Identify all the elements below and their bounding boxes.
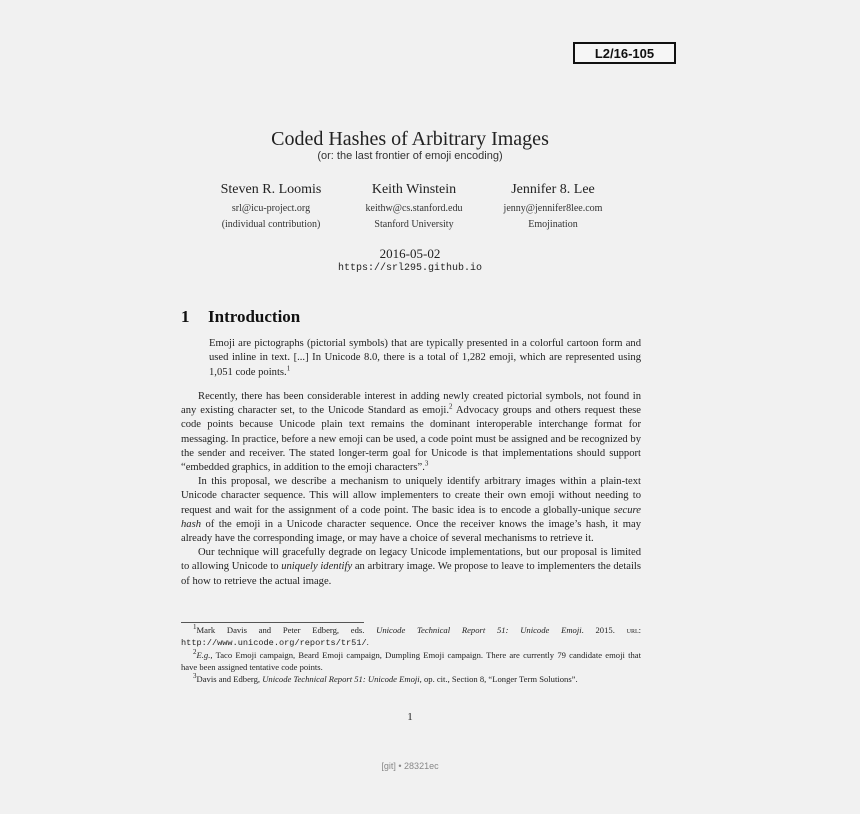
- author-email: keithw@cs.stanford.edu: [365, 203, 463, 214]
- footnote-link[interactable]: http://www.unicode.org/reports/tr51/: [181, 637, 367, 648]
- url-label: url: [626, 625, 639, 635]
- footnotes: [181, 625, 641, 687]
- author-email: jenny@jennifer8lee.com: [503, 203, 603, 214]
- paper-date: 2016-05-02: [379, 246, 441, 261]
- author-affiliation: Emojination: [528, 219, 578, 230]
- footnote-text: . 2015.: [581, 625, 627, 635]
- footnote: [181, 674, 641, 686]
- emphasis: Unicode Technical Report 51: Unicode Emoji: [262, 674, 420, 685]
- paragraph: [181, 390, 641, 475]
- paper-title: Coded Hashes of Arbitrary Images: [271, 128, 549, 150]
- block-quote: [209, 337, 641, 380]
- footnote-ref: 3: [424, 459, 429, 468]
- document-number: L2/16-105: [594, 45, 655, 61]
- paragraph-text: Advocacy groups and others request these code points because Unicode plain text remains the dominant interoperable interchange format for messaging. In practice, before a new emoji can be used, a code point must be assigned and be recognized by the sender and receiver. The stated longer-term goal for Unicode is that implementations should support “embedded graphics, in addition to the emoji characters”.: [181, 405, 641, 474]
- document-number-box: [573, 42, 676, 64]
- footnote-text: Taco Emoji campaign, Beard Emoji campaign, Dumpling Emoji campaign. There are currently 79 candidate emoji that have been assigned tentative code points.: [181, 650, 641, 672]
- author-name: Keith Winstein: [371, 182, 457, 197]
- footnote: $^1$Mark Davis and Peter Edberg, eds. Unicode Technical Report 51: Unicode Emoji. 2015. url: http://www.unicode.org/reports/tr51/.: [181, 623, 641, 648]
- paragraph: [181, 546, 641, 589]
- footnote-divider: [181, 622, 364, 623]
- footnote-number: 1: [193, 623, 197, 632]
- section-number: 1: [181, 307, 190, 326]
- paragraph-text: an arbitrary image. We propose to leave to implementers the details of how to retrieve the actual image.: [181, 561, 641, 587]
- paragraph-text: In this proposal, we describe a mechanism to uniquely identify arbitrary images within a plain-text Unicode character sequence. This will allow implementers to create their own emoji without needing to request and wait for the assignment of a code point. The basic idea is to encode a globally-unique: [181, 476, 641, 516]
- body-text: [181, 390, 641, 589]
- footnote: [181, 650, 641, 673]
- footnote-number: 3: [193, 672, 197, 681]
- emphasis: E.g.,: [196, 650, 213, 661]
- footnote-text: , op. cit., Section 8, “Longer Term Solutions”.: [419, 674, 578, 685]
- footnote-ref: 2: [449, 402, 453, 411]
- author-affiliation: (individual contribution): [221, 219, 321, 230]
- author-block-2: [339, 182, 489, 230]
- paper-url: https://srl295.github.io: [337, 263, 483, 274]
- author-block-1: [196, 182, 346, 230]
- footnote-text: Mark Davis and Peter Edberg, eds.: [196, 625, 377, 635]
- emphasis: Unicode Technical Report 51: Unicode Emoji: [376, 625, 582, 635]
- section-heading: [181, 307, 300, 327]
- page-number: 1: [407, 711, 413, 723]
- quote-text: Emoji are pictographs (pictorial symbols) that are typically presented in a colorful cartoon form and used inline in text. [...] In Unicode 8.0, there is a total of 1,282 emoji, which are represented using 1,051 code points.: [209, 338, 641, 378]
- author-affiliation: Stanford University: [374, 219, 454, 230]
- paragraph: [181, 475, 641, 546]
- paragraph-text: Our technique will gracefully degrade on legacy Unicode implementations, but our proposal is limited to allowing Unicode to: [181, 547, 641, 573]
- git-revision: [git] • 28321ec: [381, 761, 439, 771]
- paragraph-text: of the emoji in a Unicode character sequence. Once the receiver knows the image’s hash, it may already have the corresponding image, or may have a choice of several mechanisms to retrieve it.: [181, 518, 641, 545]
- paragraph-text: Recently, there has been considerable interest in adding newly created pictorial symbols, not found in any existing character set, to the Unicode Standard as emoji.: [181, 391, 641, 417]
- footnote-text: .: [366, 636, 369, 647]
- emphasis: secure hash: [181, 504, 641, 530]
- footnote-text: Davis and Edberg,: [196, 674, 263, 685]
- paper-subtitle: (or: the last frontier of emoji encoding): [317, 150, 503, 162]
- footnote-number: 2: [193, 648, 197, 657]
- author-name: Steven R. Loomis: [220, 182, 322, 197]
- footnote-ref: 1: [286, 364, 291, 373]
- author-name: Jennifer 8. Lee: [511, 182, 595, 197]
- author-email: srl@icu-project.org: [231, 203, 311, 214]
- author-block-3: [478, 182, 628, 230]
- emphasis: uniquely identify: [281, 561, 353, 573]
- section-title: Introduction: [208, 307, 301, 326]
